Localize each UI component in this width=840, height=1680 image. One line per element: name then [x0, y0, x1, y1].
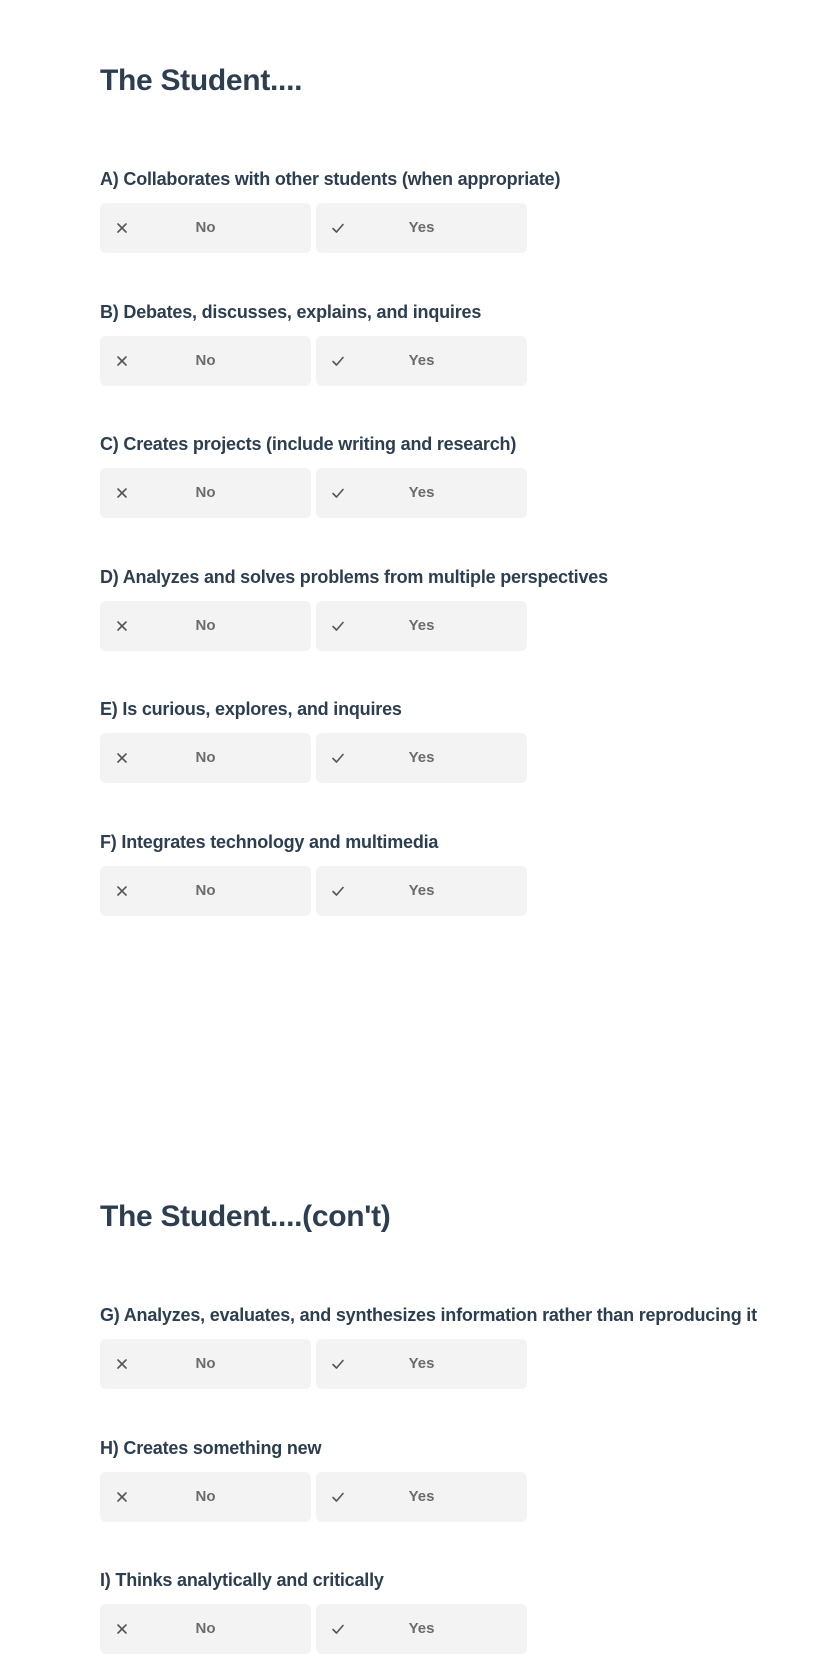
question-label: F) Integrates technology and multimedia	[100, 832, 439, 852]
choice-group	[100, 468, 527, 518]
no-option[interactable]	[100, 203, 311, 253]
yes-label: Yes	[408, 352, 435, 369]
section-2	[100, 1200, 800, 1637]
question-label: A) Collaborates with other students (when appropriate)	[100, 169, 561, 189]
yes-label: Yes	[408, 484, 435, 501]
no-label: No	[195, 1355, 216, 1372]
section-title: The Student....(con't)	[100, 1200, 391, 1233]
question-label: G) Analyzes, evaluates, and synthesizes information rather than reproducing it	[100, 1305, 757, 1325]
choice-group	[100, 203, 527, 253]
question-g	[100, 1304, 800, 1372]
choice-group	[100, 1472, 527, 1522]
question-f	[100, 831, 800, 899]
choice-group	[100, 1604, 527, 1654]
no-option[interactable]	[100, 336, 311, 386]
yes-label: Yes	[408, 1620, 435, 1637]
yes-option[interactable]	[316, 866, 527, 916]
yes-option[interactable]	[316, 468, 527, 518]
question-label: D) Analyzes and solves problems from multiple perspectives	[100, 567, 608, 587]
no-option[interactable]	[100, 1339, 311, 1389]
no-label: No	[195, 352, 216, 369]
question-i	[100, 1569, 800, 1637]
no-label: No	[195, 484, 216, 501]
question-label: H) Creates something new	[100, 1438, 322, 1458]
yes-option[interactable]	[316, 203, 527, 253]
section-1	[100, 64, 800, 899]
question-d	[100, 566, 800, 634]
section-title: The Student....	[100, 64, 303, 97]
yes-option[interactable]	[316, 733, 527, 783]
yes-label: Yes	[408, 617, 435, 634]
no-option[interactable]	[100, 1604, 311, 1654]
yes-label: Yes	[408, 749, 435, 766]
yes-option[interactable]	[316, 1472, 527, 1522]
yes-label: Yes	[408, 882, 435, 899]
yes-label: Yes	[408, 219, 435, 236]
question-label: C) Creates projects (include writing and research)	[100, 434, 517, 454]
question-b	[100, 301, 800, 369]
no-label: No	[195, 219, 216, 236]
choice-group	[100, 866, 527, 916]
no-option[interactable]	[100, 601, 311, 651]
question-a	[100, 168, 800, 236]
no-option[interactable]	[100, 1472, 311, 1522]
yes-option[interactable]	[316, 1604, 527, 1654]
question-c	[100, 433, 800, 501]
yes-label: Yes	[408, 1355, 435, 1372]
choice-group	[100, 1339, 527, 1389]
yes-option[interactable]	[316, 336, 527, 386]
no-label: No	[195, 617, 216, 634]
yes-option[interactable]	[316, 601, 527, 651]
question-h	[100, 1437, 800, 1505]
no-label: No	[195, 1488, 216, 1505]
question-label: I) Thinks analytically and critically	[100, 1570, 384, 1590]
choice-group	[100, 601, 527, 651]
question-label: E) Is curious, explores, and inquires	[100, 699, 402, 719]
no-option[interactable]	[100, 866, 311, 916]
yes-option[interactable]	[316, 1339, 527, 1389]
no-label: No	[195, 749, 216, 766]
question-label: B) Debates, discusses, explains, and inquires	[100, 302, 482, 322]
question-e	[100, 698, 800, 766]
no-label: No	[195, 1620, 216, 1637]
yes-label: Yes	[408, 1488, 435, 1505]
no-option[interactable]	[100, 468, 311, 518]
choice-group	[100, 336, 527, 386]
no-option[interactable]	[100, 733, 311, 783]
choice-group	[100, 733, 527, 783]
no-label: No	[195, 882, 216, 899]
